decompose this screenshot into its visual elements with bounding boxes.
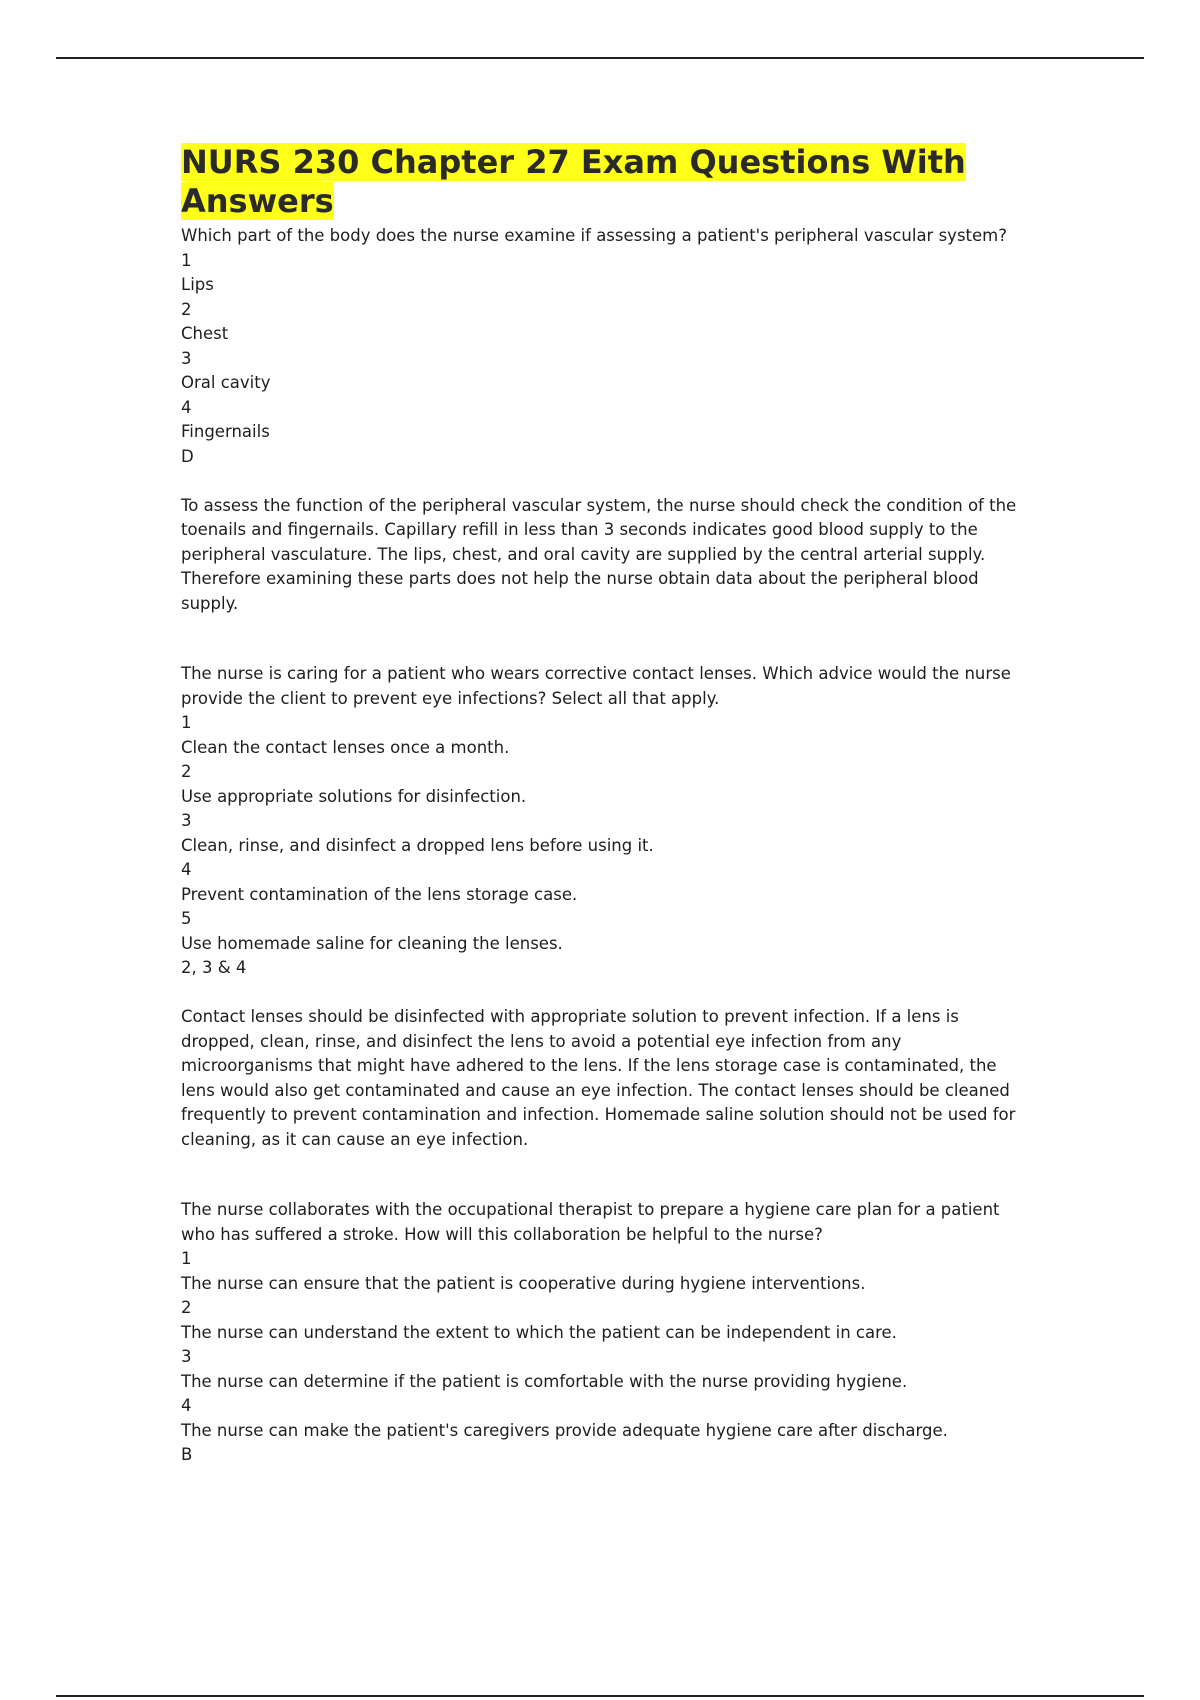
option-number: 5: [181, 909, 192, 928]
option-text: The nurse can make the patient's caregivers provide adequate hygiene care after discharge.: [181, 1420, 948, 1440]
document-body: [181, 143, 1021, 1468]
option-number: 2: [181, 299, 192, 319]
option-number: 4: [181, 1396, 192, 1415]
option-text: Chest: [181, 324, 229, 343]
question-block: [181, 224, 1021, 616]
question-prompt: Which part of the body does the nurse examine if assessing a patient's peripheral vascular system?: [181, 226, 1007, 245]
option-text: Oral cavity: [181, 373, 271, 392]
rationale: Contact lenses should be disinfected with appropriate solution to prevent infection. If a lens is dropped, clean, rinse, and disinfect the lens to avoid a potential eye infection from any microorganisms that might have adhered to the lens. If the lens storage case is contaminated, the lens would also get contaminated and cause an eye infection. The contact lenses should be cleaned frequently to prevent contamination and infection. Homemade saline solution should not be used for cleaning, as it can cause an eye infection.: [181, 1007, 1016, 1149]
answer-key: D: [181, 446, 194, 466]
option-number: 3: [181, 1347, 192, 1366]
option-number: 1: [181, 713, 192, 732]
option-text: Lips: [181, 275, 214, 294]
option-number: 3: [181, 348, 192, 368]
option-number: 3: [181, 811, 192, 830]
question-prompt: The nurse collaborates with the occupational therapist to prepare a hygiene care plan for a patient who has suffered a stroke. How will this collaboration be helpful to the nurse?: [181, 1200, 1000, 1244]
option-number: 1: [181, 250, 192, 270]
option-number: 4: [181, 860, 192, 879]
option-text: Use appropriate solutions for disinfection.: [181, 786, 527, 806]
document-title: [181, 143, 1021, 221]
rationale: To assess the function of the peripheral vascular system, the nurse should check the condition of the toenails and fingernails. Capillary refill in less than 3 seconds indicates good blood supply to the peripheral vasculature. The lips, chest, and oral cavity are supplied by the central arterial supply. Therefore examining these parts does not help the nurse obtain data about the peripheral blood supply.: [181, 495, 1017, 613]
option-text: Clean, rinse, and disinfect a dropped lens before using it.: [181, 835, 654, 855]
bottom-rule: [56, 1695, 1144, 1697]
option-text: Use homemade saline for cleaning the lenses.: [181, 933, 563, 953]
option-text: Clean the contact lenses once a month.: [181, 737, 510, 757]
question-prompt: The nurse is caring for a patient who wears corrective contact lenses. Which advice would the nurse provide the client to prevent eye infections? Select all that apply.: [181, 664, 1011, 708]
top-rule: [56, 57, 1144, 59]
option-number: 2: [181, 1298, 192, 1317]
option-text: The nurse can ensure that the patient is cooperative during hygiene interventions.: [181, 1273, 866, 1293]
option-text: Fingernails: [181, 422, 270, 441]
option-text: The nurse can understand the extent to which the patient can be independent in care.: [181, 1322, 897, 1342]
answer-key: B: [181, 1445, 193, 1464]
option-number: 1: [181, 1249, 192, 1268]
option-number: 4: [181, 397, 192, 417]
option-text: The nurse can determine if the patient is comfortable with the nurse providing hygiene.: [181, 1371, 908, 1391]
option-text: Prevent contamination of the lens storage case.: [181, 884, 578, 904]
answer-key: 2, 3 & 4: [181, 958, 247, 977]
title-highlight: NURS 230 Chapter 27 Exam Questions With Answers: [181, 143, 966, 220]
question-block: [181, 1198, 1021, 1468]
option-number: 2: [181, 762, 192, 781]
question-block: [181, 662, 1021, 1152]
